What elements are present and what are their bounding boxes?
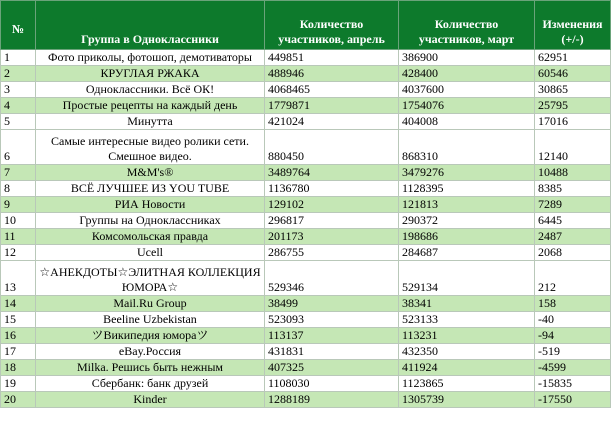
row-number: 16 xyxy=(1,328,36,344)
row-april: 529346 xyxy=(265,261,399,296)
table-row xyxy=(1,114,611,130)
row-group: Одноклассники. Всё ОК! xyxy=(36,82,265,98)
row-change: 25795 xyxy=(535,98,611,114)
row-group: ☆АНЕКДОТЫ☆ЭЛИТНАЯ КОЛЛЕКЦИЯ ЮМОРА☆ xyxy=(36,261,265,296)
row-change: 6445 xyxy=(535,213,611,229)
table-row xyxy=(1,130,611,165)
row-march: 38341 xyxy=(399,296,535,312)
row-change: -15835 xyxy=(535,376,611,392)
header-number: № xyxy=(1,1,36,50)
row-april: 880450 xyxy=(265,130,399,165)
row-march: 523133 xyxy=(399,312,535,328)
row-number: 1 xyxy=(1,50,36,66)
table-row xyxy=(1,245,611,261)
row-number: 18 xyxy=(1,360,36,376)
row-march: 411924 xyxy=(399,360,535,376)
row-april: 129102 xyxy=(265,197,399,213)
row-group: Комсомольская правда xyxy=(36,229,265,245)
row-april: 3489764 xyxy=(265,165,399,181)
table-row xyxy=(1,98,611,114)
row-group: ツВикипедия юмораツ xyxy=(36,328,265,344)
row-change: 10488 xyxy=(535,165,611,181)
table-row xyxy=(1,344,611,360)
table-row xyxy=(1,296,611,312)
row-number: 4 xyxy=(1,98,36,114)
row-group: Группы на Одноклассниках xyxy=(36,213,265,229)
row-april: 431831 xyxy=(265,344,399,360)
row-number: 3 xyxy=(1,82,36,98)
row-april: 38499 xyxy=(265,296,399,312)
row-change: -4599 xyxy=(535,360,611,376)
row-number: 20 xyxy=(1,392,36,408)
row-march: 428400 xyxy=(399,66,535,82)
row-april: 523093 xyxy=(265,312,399,328)
row-number: 2 xyxy=(1,66,36,82)
row-group: Ucell xyxy=(36,245,265,261)
row-march: 3479276 xyxy=(399,165,535,181)
header-april: Количество участников, апрель xyxy=(265,1,399,50)
row-group: Сбербанк: банк друзей xyxy=(36,376,265,392)
row-april: 296817 xyxy=(265,213,399,229)
row-april: 407325 xyxy=(265,360,399,376)
row-number: 7 xyxy=(1,165,36,181)
table-row xyxy=(1,328,611,344)
row-april: 286755 xyxy=(265,245,399,261)
row-change: 2068 xyxy=(535,245,611,261)
row-group: Простые рецепты на каждый день xyxy=(36,98,265,114)
table-row xyxy=(1,360,611,376)
table-row xyxy=(1,261,611,296)
row-number: 15 xyxy=(1,312,36,328)
table-row xyxy=(1,82,611,98)
row-group: Самые интересные видео ролики сети. Смешное видео. xyxy=(36,130,265,165)
table-row xyxy=(1,392,611,408)
row-change: 212 xyxy=(535,261,611,296)
row-april: 113137 xyxy=(265,328,399,344)
table-row xyxy=(1,197,611,213)
row-group: Mail.Ru Group xyxy=(36,296,265,312)
row-april: 449851 xyxy=(265,50,399,66)
row-number: 9 xyxy=(1,197,36,213)
row-march: 1123865 xyxy=(399,376,535,392)
row-april: 1108030 xyxy=(265,376,399,392)
row-number: 10 xyxy=(1,213,36,229)
row-group: Beeline Uzbekistan xyxy=(36,312,265,328)
row-change: -94 xyxy=(535,328,611,344)
row-april: 488946 xyxy=(265,66,399,82)
row-group: РИА Новости xyxy=(36,197,265,213)
row-march: 113231 xyxy=(399,328,535,344)
table-row xyxy=(1,213,611,229)
row-group: M&M's® xyxy=(36,165,265,181)
row-change: -519 xyxy=(535,344,611,360)
row-group: Минутта xyxy=(36,114,265,130)
row-change: 30865 xyxy=(535,82,611,98)
row-march: 1305739 xyxy=(399,392,535,408)
row-number: 13 xyxy=(1,261,36,296)
row-march: 284687 xyxy=(399,245,535,261)
table-row xyxy=(1,165,611,181)
row-march: 868310 xyxy=(399,130,535,165)
row-change: 12140 xyxy=(535,130,611,165)
row-march: 404008 xyxy=(399,114,535,130)
row-april: 1288189 xyxy=(265,392,399,408)
row-change: 158 xyxy=(535,296,611,312)
row-april: 421024 xyxy=(265,114,399,130)
row-change: 2487 xyxy=(535,229,611,245)
table-row xyxy=(1,229,611,245)
header-march: Количество участников, март xyxy=(399,1,535,50)
row-april: 1136780 xyxy=(265,181,399,197)
row-march: 432350 xyxy=(399,344,535,360)
row-march: 529134 xyxy=(399,261,535,296)
row-april: 1779871 xyxy=(265,98,399,114)
row-number: 8 xyxy=(1,181,36,197)
row-number: 11 xyxy=(1,229,36,245)
row-march: 1754076 xyxy=(399,98,535,114)
row-change: -40 xyxy=(535,312,611,328)
table-row xyxy=(1,312,611,328)
row-number: 14 xyxy=(1,296,36,312)
header-row xyxy=(1,1,611,50)
row-change: -17550 xyxy=(535,392,611,408)
row-group: Фото приколы, фотошоп, демотиваторы xyxy=(36,50,265,66)
row-march: 290372 xyxy=(399,213,535,229)
row-number: 19 xyxy=(1,376,36,392)
row-group: КРУГЛАЯ РЖАКА xyxy=(36,66,265,82)
table-row xyxy=(1,50,611,66)
row-group: Milka. Решись быть нежным xyxy=(36,360,265,376)
row-number: 6 xyxy=(1,130,36,165)
header-change: Изменения (+/-) xyxy=(535,1,611,50)
row-number: 5 xyxy=(1,114,36,130)
row-march: 198686 xyxy=(399,229,535,245)
row-number: 12 xyxy=(1,245,36,261)
header-group: Группа в Одноклассники xyxy=(36,1,265,50)
table-row xyxy=(1,66,611,82)
row-change: 60546 xyxy=(535,66,611,82)
row-group: Kinder xyxy=(36,392,265,408)
table-row xyxy=(1,181,611,197)
row-march: 386900 xyxy=(399,50,535,66)
row-march: 1128395 xyxy=(399,181,535,197)
row-number: 17 xyxy=(1,344,36,360)
row-april: 4068465 xyxy=(265,82,399,98)
table-row xyxy=(1,376,611,392)
row-march: 4037600 xyxy=(399,82,535,98)
row-change: 62951 xyxy=(535,50,611,66)
row-group: ВСЁ ЛУЧШЕЕ ИЗ YOU TUBE xyxy=(36,181,265,197)
row-change: 7289 xyxy=(535,197,611,213)
row-april: 201173 xyxy=(265,229,399,245)
row-march: 121813 xyxy=(399,197,535,213)
row-change: 17016 xyxy=(535,114,611,130)
row-change: 8385 xyxy=(535,181,611,197)
row-group: eBay.Россия xyxy=(36,344,265,360)
